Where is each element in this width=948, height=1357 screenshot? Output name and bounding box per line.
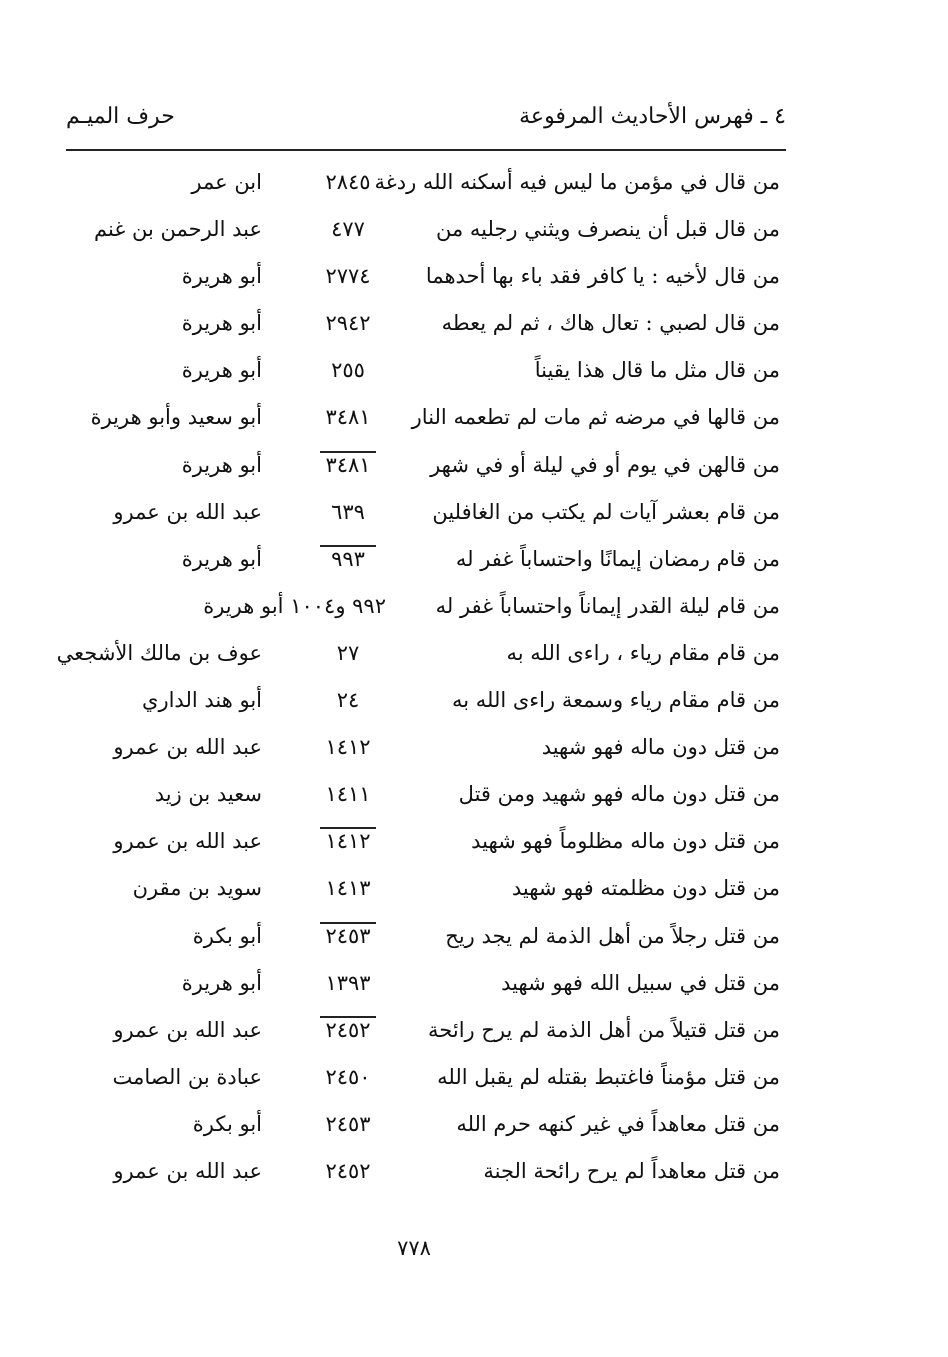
narrator-name: عبد الله بن عمرو: [113, 1017, 262, 1042]
narrator-name: ٩٩٢ و١٠٠٤ أبو هريرة: [203, 593, 386, 618]
list-item: [0, 164, 948, 211]
hadith-number: ٢٤٥٣: [318, 924, 378, 948]
list-item: [0, 776, 948, 823]
hadith-number: ٢٧٧٤: [325, 264, 371, 289]
list-item: [0, 211, 948, 258]
list-item: [0, 965, 948, 1012]
narrator-name: عبد الرحمن بن غنم: [94, 217, 262, 242]
list-item: [0, 729, 948, 776]
narrator-name: أبو سعيد وأبو هريرة: [90, 405, 262, 430]
hadith-number: ٢٤: [336, 688, 360, 713]
hadith-text: من قالهن في يوم أو في ليلة أو في شهر: [430, 452, 780, 477]
letter-title: حرف الميـم: [66, 104, 175, 129]
list-item: [0, 447, 948, 494]
narrator-name: عبد الله بن عمرو: [113, 829, 262, 854]
hadith-text: من قتل في سبيل الله فهو شهيد: [501, 970, 780, 995]
hadith-number: ٢٤٥٢: [325, 1158, 371, 1183]
hadith-number: ٢٨٤٥: [325, 170, 371, 194]
narrator-name: عبد الله بن عمرو: [113, 735, 262, 760]
list-item: [0, 870, 948, 917]
hadith-number: ٢٥٥: [331, 358, 365, 383]
hadith-number: ١٤١٣: [325, 876, 371, 901]
hadith-text: من قتل مؤمناً فاغتبط بقتله لم يقبل الله: [437, 1064, 780, 1089]
hadith-text: من قتل قتيلاً من أهل الذمة لم يرح رائحة: [428, 1017, 780, 1042]
list-item: [0, 588, 948, 635]
list-item: [0, 541, 948, 588]
narrator-name: عبد الله بن عمرو: [113, 499, 262, 524]
list-item: [0, 682, 948, 729]
hadith-text: من قام بعشر آيات لم يكتب من الغافلين: [432, 499, 780, 524]
section-title: ٤ ـ فهرس الأحاديث المرفوعة: [519, 104, 786, 129]
narrator-name: ابن عمر: [191, 170, 262, 194]
hadith-text: من قتل دون ماله فهو شهيد: [541, 735, 780, 760]
narrator-name: أبو هند الداري: [142, 688, 262, 713]
hadith-index-list: [0, 164, 948, 1200]
narrator-name: سعيد بن زيد: [154, 782, 262, 807]
hadith-number: ١٣٩٣: [325, 970, 371, 995]
hadith-text: من قتل معاهداً في غير كنهه حرم الله: [456, 1111, 780, 1136]
narrator-name: عبد الله بن عمرو: [113, 1158, 262, 1183]
hadith-number: ١٤١١: [325, 782, 371, 807]
hadith-text: من قتل معاهداً لم يرح رائحة الجنة: [483, 1158, 780, 1183]
hadith-text: من قتل دون مظلمته فهو شهيد: [511, 876, 780, 901]
hadith-text: من قام مقام رياء ، راءى الله به: [506, 640, 780, 665]
list-item: [0, 1106, 948, 1153]
hadith-number: ٦٣٩: [331, 499, 365, 524]
list-item: [0, 1153, 948, 1200]
narrator-name: أبو هريرة: [181, 546, 262, 571]
list-item: [0, 399, 948, 446]
narrator-name: أبو بكرة: [192, 923, 262, 948]
hadith-text: من قال في مؤمن ما ليس فيه أسكنه الله ردغة: [374, 170, 780, 194]
hadith-text: من قتل دون ماله فهو شهيد ومن قتل: [458, 782, 780, 807]
hadith-text: من قام ليلة القدر إيماناً واحتساباً غفر له: [435, 593, 780, 618]
hadith-number: ٢٤٥٣: [325, 1111, 371, 1136]
narrator-name: عوف بن مالك الأشجعي: [56, 640, 262, 665]
hadith-number: ٢٤٥٢: [318, 1018, 378, 1042]
hadith-number: ٢٩٤٢: [325, 311, 371, 336]
hadith-number: ٢٧: [336, 640, 360, 665]
hadith-number: ٣٤٨١: [325, 405, 371, 430]
hadith-text: من قال لصبي : تعال هاك ، ثم لم يعطه: [441, 311, 780, 336]
narrator-name: أبو هريرة: [181, 970, 262, 995]
hadith-number: ١٤١٢: [325, 735, 371, 760]
list-item: [0, 918, 948, 965]
list-item: [0, 1059, 948, 1106]
page-number: ٧٧٨: [397, 1236, 431, 1260]
narrator-name: أبو هريرة: [181, 264, 262, 289]
narrator-name: سويد بن مقرن: [132, 876, 262, 901]
hadith-number: ٢٤٥٠: [325, 1064, 371, 1089]
list-item: [0, 635, 948, 682]
hadith-text: من قال مثل ما قال هذا يقيناً: [534, 358, 780, 383]
hadith-text: من قام رمضان إيمانًا واحتساباً غفر له: [455, 546, 780, 571]
hadith-number: ٤٧٧: [331, 217, 365, 242]
list-item: [0, 258, 948, 305]
hadith-text: من قام مقام رياء وسمعة راءى الله به: [451, 688, 780, 713]
list-item: [0, 823, 948, 870]
page-header: [66, 104, 786, 144]
narrator-name: أبو هريرة: [181, 311, 262, 336]
list-item: [0, 352, 948, 399]
hadith-text: من قتل دون ماله مظلوماً فهو شهيد: [471, 829, 780, 854]
hadith-text: من قالها في مرضه ثم مات لم تطعمه النار: [411, 405, 780, 430]
narrator-name: أبو هريرة: [181, 452, 262, 477]
list-item: [0, 305, 948, 352]
hadith-text: من قال قبل أن ينصرف ويثني رجليه من: [435, 217, 780, 242]
narrator-name: أبو بكرة: [192, 1111, 262, 1136]
hadith-number: ١٤١٢: [318, 829, 378, 853]
list-item: [0, 494, 948, 541]
list-item: [0, 1012, 948, 1059]
hadith-number: ٣٤٨١: [318, 453, 378, 477]
narrator-name: عبادة بن الصامت: [112, 1064, 262, 1089]
narrator-name: أبو هريرة: [181, 358, 262, 383]
header-rule: [66, 149, 786, 151]
hadith-text: من قال لأخيه : يا كافر فقد باء بها أحدهما: [425, 264, 780, 289]
hadith-text: من قتل رجلاً من أهل الذمة لم يجد ريح: [445, 923, 780, 948]
hadith-number: ٩٩٣: [318, 547, 378, 571]
